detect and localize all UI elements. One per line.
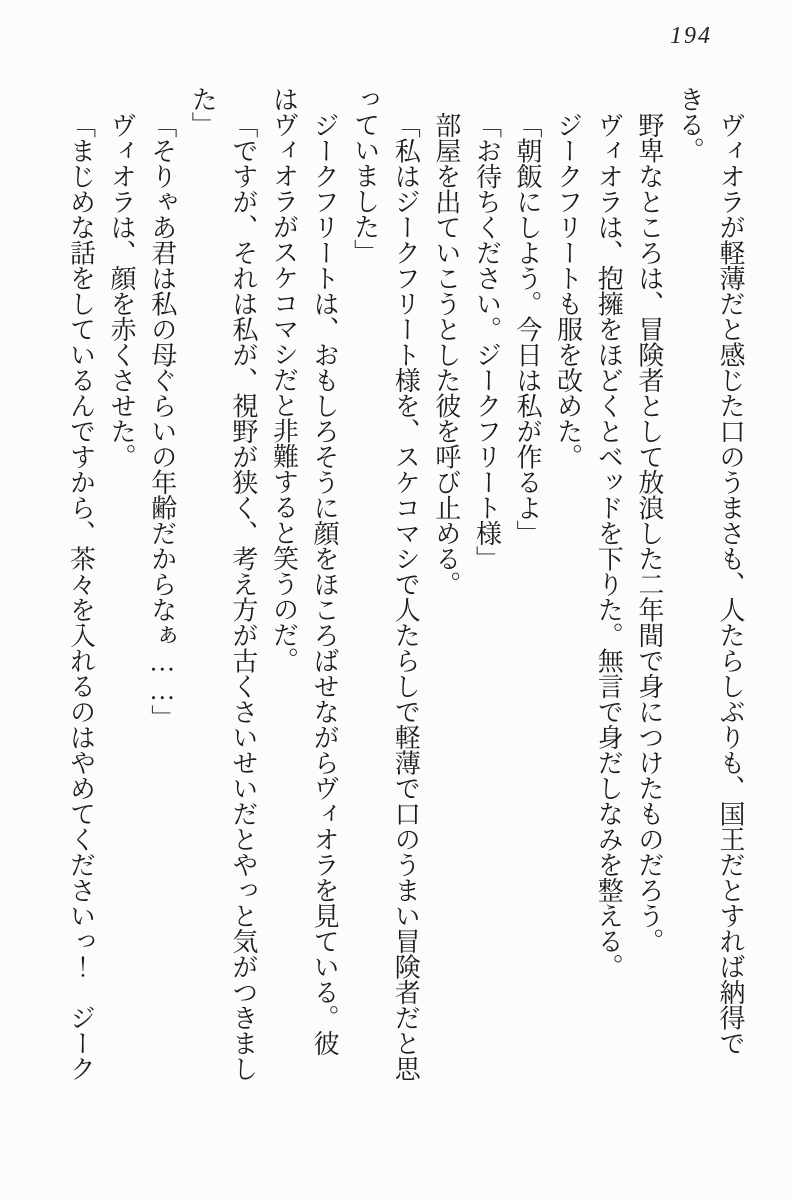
text-line: 「お待ちください。ジークフリート様」 — [472, 112, 502, 571]
text-line: 「私はジークフリート様を、スケコマシで人たらしで軽薄で口のうまい冒険者だと思 — [391, 112, 421, 1081]
text-line: 「ですが、それは私が、視野が狭く、考え方が古くさいせいだとやっと気がつきまし — [228, 112, 258, 1081]
text-line: ジークフリートも服を改めた。 — [553, 112, 583, 469]
text-line: 「そりゃあ君は私の母ぐらいの年齢だからなぁ……」 — [147, 112, 177, 730]
text-line: ヴィオラは、抱擁をほどくとベッドを下りた。無言で身だしなみを整える。 — [594, 112, 624, 979]
text-line: ヴィオラは、顔を赤くさせた。 — [107, 112, 137, 469]
vertical-text-block — [60, 86, 750, 1111]
text-line: はヴィオラがスケコマシだと非難すると笑うのだ。 — [269, 86, 299, 673]
page-number: 194 — [670, 23, 712, 49]
text-line: 部屋を出ていこうとした彼を呼び止める。 — [431, 112, 461, 597]
text-line: 「朝飯にしよう。今日は私が作るよ」 — [513, 112, 543, 546]
text-line: 野卑なところは、冒険者として放浪した二年間で身につけたものだろう。 — [634, 112, 664, 954]
text-line: ヴィオラが軽薄だと感じた口のうまさも、人たらしぶりも、国王だとすれば納得で — [716, 112, 745, 1056]
text-line: 「まじめな話をしているんですから、茶々を入れるのはやめてくださいっ！ ジーク — [66, 112, 96, 1081]
text-line: きる。 — [675, 86, 705, 163]
text-line: た」 — [188, 86, 218, 137]
text-line: ジークフリートは、おもしろそうに顔をほころばせながらヴィオラを見ている。彼 — [310, 112, 340, 1056]
text-line: っていました」 — [350, 86, 380, 265]
